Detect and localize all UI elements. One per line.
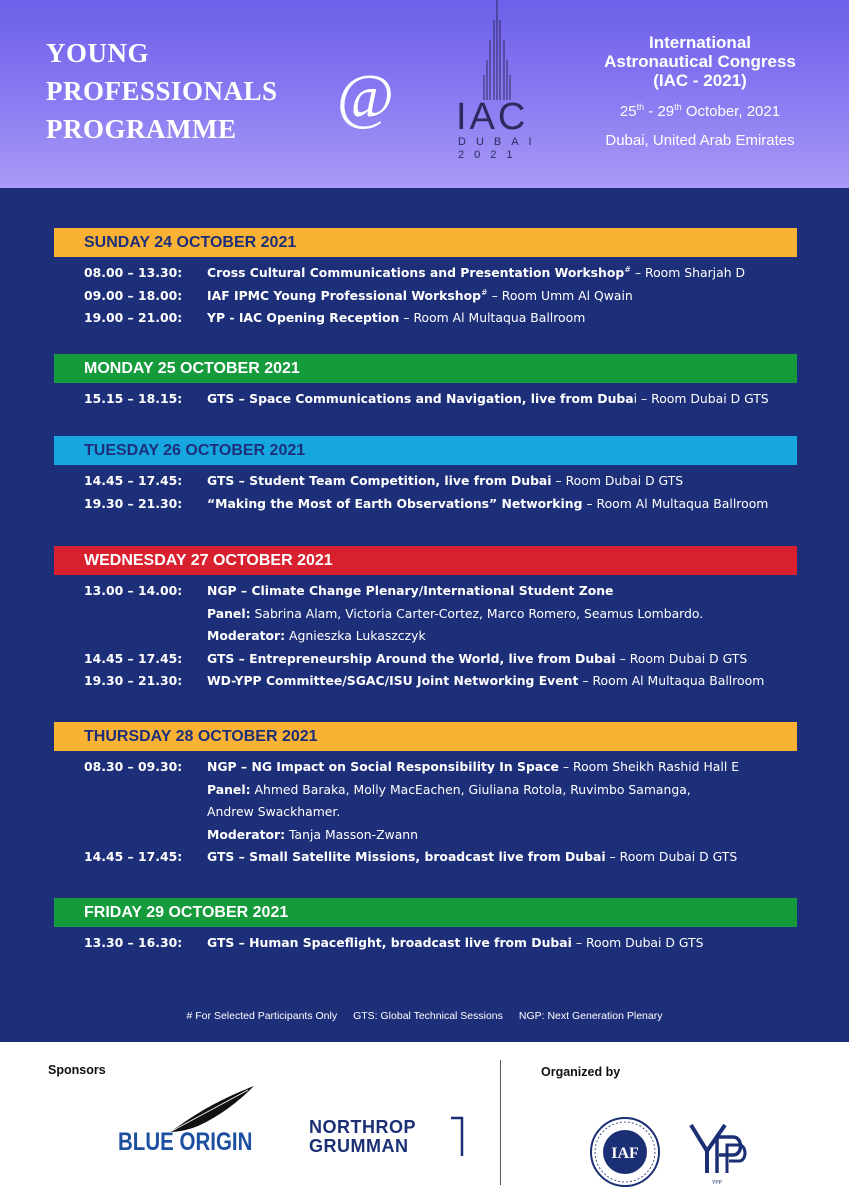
event-time: 19.30 – 21.30: <box>84 673 183 688</box>
footer-divider <box>500 1060 501 1185</box>
event-title: Cross Cultural Communications and Presentation Workshop <box>207 265 625 280</box>
congress-title-line: (IAC - 2021) <box>653 71 747 90</box>
event-room: – Room Sheikh Rashid Hall E <box>558 759 740 774</box>
ng-bracket-icon <box>450 1116 464 1158</box>
event-room: Andrew Swackhamer. <box>207 804 341 819</box>
event-description <box>207 603 827 626</box>
day-header: MONDAY 25 OCTOBER 2021 <box>54 354 797 383</box>
at-sign: @ <box>337 63 395 131</box>
congress-title <box>580 33 820 90</box>
event-title: WD-YPP Committee/SGAC/ISU Joint Networking Event <box>207 673 579 688</box>
event-time: 19.00 – 21.00: <box>84 310 183 325</box>
event-time: 14.45 – 17.45: <box>84 473 183 488</box>
iac-logo-city: DUBAI <box>458 136 542 148</box>
event-time: 15.15 – 18.15: <box>84 391 183 406</box>
event-title: GTS – Space Communications and Navigation, live from Duba <box>207 391 634 406</box>
congress-info <box>580 33 820 149</box>
congress-location: Dubai, United Arab Emirates <box>605 132 795 149</box>
programme-title <box>46 34 278 148</box>
congress-dates: 25th - 29th October, 2021 <box>619 102 781 120</box>
feather-icon <box>168 1082 258 1134</box>
event-title: GTS – Human Spaceflight, broadcast live from Dubai <box>207 935 572 950</box>
event-time: 08.00 – 13.30: <box>84 265 183 280</box>
day-header: WEDNESDAY 27 OCTOBER 2021 <box>54 546 797 575</box>
event-title: GTS – Small Satellite Missions, broadcast live from Dubai <box>207 849 606 864</box>
event-time: 09.00 – 18.00: <box>84 287 183 303</box>
northrop-grumman-logo <box>309 1118 416 1156</box>
selected-participants-mark: # <box>624 264 631 274</box>
northrop-text: NORTHROP <box>309 1117 416 1137</box>
event-title: YP - IAC Opening Reception <box>207 310 400 325</box>
event-room: Sabrina Alam, Victoria Carter-Cortez, Marco Romero, Seamus Lombardo. <box>250 605 704 621</box>
iac-logo-text: IAC <box>456 96 529 138</box>
legend <box>0 1010 849 1022</box>
programme-title-line: PROFESSIONALS <box>46 76 278 106</box>
event-title: NGP – Climate Change Plenary/International Student Zone <box>207 583 614 598</box>
event-title: GTS – Entrepreneurship Around the World, live from Dubai <box>207 650 616 666</box>
iac-dubai-logo <box>440 0 540 170</box>
event-room: Ahmed Baraka, Molly MacEachen, Giuliana Rotola, Ruvimbo Samanga, <box>250 781 691 797</box>
event-time: 13.30 – 16.30: <box>84 935 183 950</box>
svg-text:YPP: YPP <box>711 1180 723 1186</box>
event-title: Panel: <box>207 781 251 797</box>
event-room: – Room Dubai D GTS <box>571 935 704 950</box>
event-room: – Room Al Multaqua Ballroom <box>399 310 586 325</box>
congress-title-line: International <box>648 33 751 52</box>
event-description <box>207 285 827 308</box>
grumman-text: GRUMMAN <box>309 1136 409 1156</box>
event-description <box>207 932 827 955</box>
day-header: THURSDAY 28 OCTOBER 2021 <box>54 722 797 751</box>
ypp-logo-icon <box>685 1115 749 1187</box>
event-description <box>207 779 827 802</box>
event-time: 14.45 – 17.45: <box>84 650 183 666</box>
iac-logo-subtitle <box>458 136 542 162</box>
blue-origin-logo: BLUE ORIGIN <box>118 1128 253 1156</box>
legend-item: GTS: Global Technical Sessions <box>353 1010 503 1022</box>
day-header: FRIDAY 29 OCTOBER 2021 <box>54 898 797 927</box>
event-time: 08.30 – 09.30: <box>84 759 183 774</box>
sponsors-label: Sponsors <box>48 1063 106 1077</box>
event-description <box>207 801 827 824</box>
event-description <box>207 824 827 847</box>
event-time: 14.45 – 17.45: <box>84 849 183 864</box>
event-time: 19.30 – 21.30: <box>84 495 183 511</box>
event-description <box>207 307 827 330</box>
event-room: – Room Dubai D GTS <box>551 473 684 488</box>
iaf-seal-icon <box>588 1115 662 1189</box>
event-title: GTS – Student Team Competition, live from Dubai <box>207 473 552 488</box>
organized-by-label: Organized by <box>541 1065 621 1079</box>
event-title: Moderator: <box>207 826 286 842</box>
event-description <box>207 648 827 671</box>
day-header: TUESDAY 26 OCTOBER 2021 <box>54 436 797 465</box>
day-header: SUNDAY 24 OCTOBER 2021 <box>54 228 797 257</box>
event-title: Panel: <box>207 605 251 621</box>
svg-text:IAF: IAF <box>611 1145 639 1162</box>
event-description <box>207 625 827 648</box>
event-title: “Making the Most of Earth Observations” Networking <box>207 495 583 511</box>
programme-title-line: PROGRAMME <box>46 114 237 144</box>
legend-item: NGP: Next Generation Plenary <box>518 1010 663 1022</box>
schedule-panel <box>0 188 849 1042</box>
event-room: – Room Al Multaqua Ballroom <box>582 495 769 511</box>
event-description <box>207 670 827 693</box>
event-room: – Room Dubai D GTS <box>615 650 748 666</box>
event-description <box>207 580 827 603</box>
event-room: – Room Dubai D GTS <box>605 849 738 864</box>
event-title: Moderator: <box>207 628 286 643</box>
event-time: 13.00 – 14.00: <box>84 583 183 598</box>
event-description <box>207 756 827 779</box>
event-room: – Room Al Multaqua Ballroom <box>578 673 765 688</box>
event-description <box>207 846 827 869</box>
header-banner <box>0 0 849 188</box>
event-description <box>207 388 827 411</box>
event-room: Tanja Masson-Zwann <box>285 826 418 842</box>
event-room: – Room Umm Al Qwain <box>487 287 633 303</box>
event-description <box>207 262 827 285</box>
event-room: Agnieszka Lukaszczyk <box>285 628 426 643</box>
event-room: – Room Sharjah D <box>630 265 746 280</box>
iac-logo-year: 2021 <box>458 149 523 161</box>
event-title: IAF IPMC Young Professional Workshop <box>207 287 481 303</box>
event-room: i – Room Dubai D GTS <box>633 391 769 406</box>
event-description <box>207 493 827 516</box>
legend-item: # For Selected Participants Only <box>186 1010 338 1022</box>
programme-title-line: YOUNG <box>46 38 149 68</box>
footer <box>0 1042 849 1200</box>
event-title: NGP – NG Impact on Social Responsibility In Space <box>207 759 559 774</box>
congress-title-line: Astronautical Congress <box>604 52 796 71</box>
selected-participants-mark: # <box>481 287 488 297</box>
event-description <box>207 470 827 493</box>
